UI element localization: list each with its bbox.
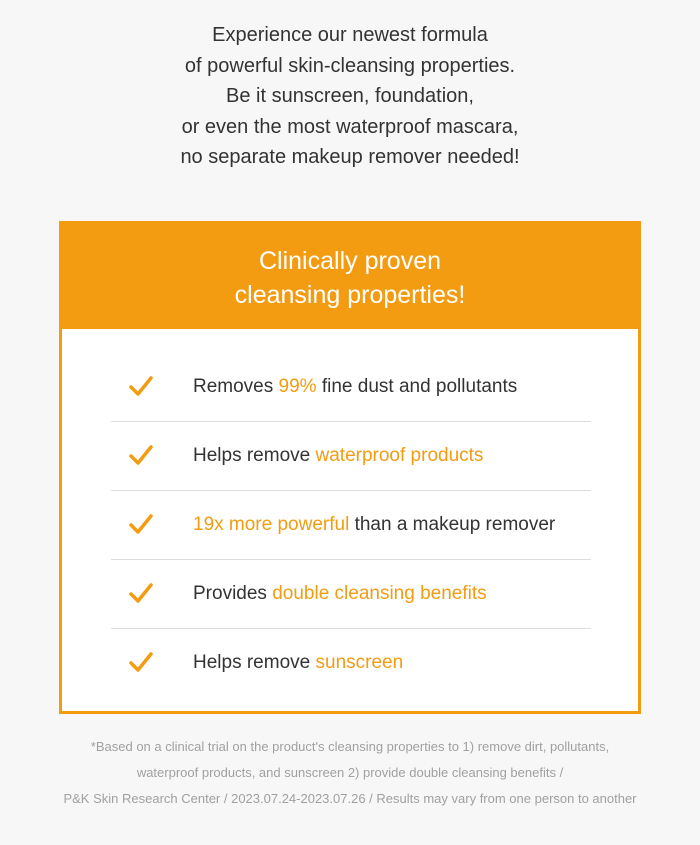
list-item-text: Provides double cleansing benefits: [193, 583, 487, 604]
intro-line: or even the most waterproof mascara,: [181, 115, 519, 138]
list-item: [111, 629, 591, 698]
card-title-line: cleansing properties!: [234, 281, 466, 309]
intro-line: of powerful skin-cleansing properties.: [184, 54, 516, 77]
list-item-text: 19x more powerful than a makeup remover: [193, 514, 556, 535]
list-item: [111, 353, 591, 422]
highlight-text: double cleansing benefits: [272, 583, 487, 604]
checkmark-icon: [129, 651, 153, 673]
intro-line: Experience our newest formula: [212, 24, 488, 46]
highlight-text: sunscreen: [315, 652, 404, 673]
footnote-line: *Based on a clinical trial on the product's cleansing properties to 1) remove dirt, pollutants,: [90, 739, 610, 754]
checkmark-icon: [129, 582, 153, 604]
intro-line: Be it sunscreen, foundation,: [226, 85, 474, 107]
claims-list: [111, 353, 591, 698]
list-item-text: Helps remove waterproof products: [193, 445, 484, 466]
checkmark-icon: [129, 375, 153, 397]
claims-card: [59, 221, 641, 714]
list-item-text: Helps remove sunscreen: [193, 652, 404, 673]
list-item: [111, 491, 591, 560]
footnote-line: waterproof products, and sunscreen 2) provide double cleansing benefits /: [136, 765, 564, 780]
highlight-text: waterproof products: [315, 445, 484, 466]
intro-text: [0, 20, 700, 173]
list-item: [111, 422, 591, 491]
card-title-line: Clinically proven: [258, 247, 442, 275]
footnote-line: P&K Skin Research Center / 2023.07.24-2023.07.26 / Results may vary from one person to another: [63, 791, 637, 806]
highlight-text: 19x more powerful: [193, 514, 350, 535]
footnote: [0, 734, 700, 812]
highlight-text: 99%: [278, 376, 317, 397]
list-item-text: Removes 99% fine dust and pollutants: [193, 376, 518, 397]
list-item: [111, 560, 591, 629]
checkmark-icon: [129, 513, 153, 535]
card-header: [62, 224, 638, 329]
intro-line: no separate makeup remover needed!: [180, 146, 520, 168]
checkmark-icon: [129, 444, 153, 466]
